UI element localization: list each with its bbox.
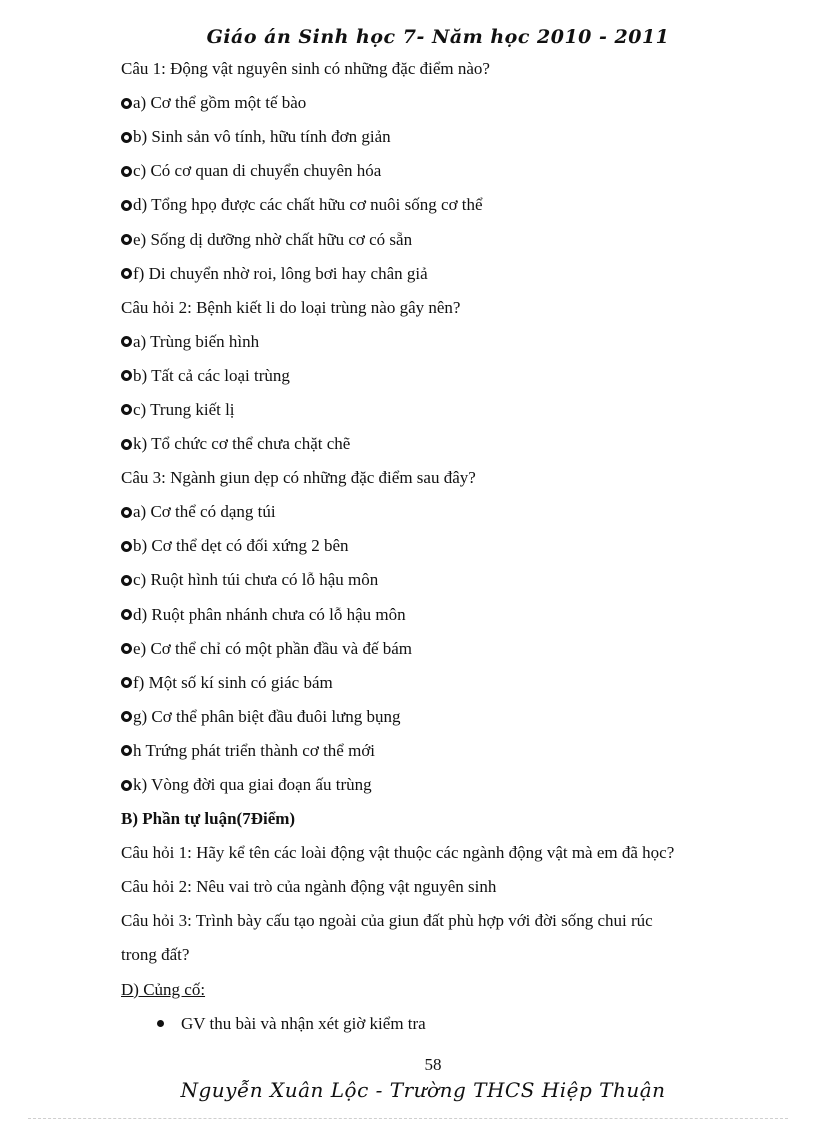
option-item[interactable] (121, 768, 761, 802)
consolidation-heading-text: D) Củng cố: (121, 979, 206, 999)
option-label: a) Cơ thể có dạng túi (133, 502, 276, 522)
option-label: h Trứng phát triển thành cơ thể mới (133, 740, 376, 760)
option-label: k) Vòng đời qua giai đoạn ấu trùng (133, 775, 372, 795)
page-footer: Nguyễn Xuân Lộc - Trường THCS Hiệp Thuận (180, 1078, 666, 1102)
bullet-item (121, 1007, 761, 1041)
option-item[interactable] (121, 188, 761, 222)
option-circle-icon (121, 711, 132, 722)
option-circle-icon (121, 336, 132, 347)
option-item[interactable] (121, 86, 761, 120)
option-item[interactable] (121, 359, 761, 393)
option-item[interactable] (121, 700, 761, 734)
option-label: g) Cơ thể phân biệt đầu đuôi lưng bụng (133, 706, 401, 726)
essay-section-heading: B) Phần tự luận(7Điểm) (121, 809, 296, 829)
option-circle-icon (121, 745, 132, 756)
option-circle-icon (121, 370, 132, 381)
consolidation-heading (121, 973, 761, 1007)
option-label: c) Có cơ quan di chuyển chuyên hóa (133, 161, 382, 181)
option-circle-icon (121, 541, 132, 552)
option-item[interactable] (121, 666, 761, 700)
option-circle-icon (121, 780, 132, 791)
option-label: e) Sống dị dưỡng nhờ chất hữu cơ có sẵn (133, 229, 413, 249)
question-1: Câu 1: Động vật nguyên sinh có những đặc điểm nào? (121, 59, 490, 79)
option-circle-icon (121, 268, 132, 279)
option-item[interactable] (121, 563, 761, 597)
option-label: c) Ruột hình túi chưa có lỗ hậu môn (133, 570, 379, 590)
option-circle-icon (121, 234, 132, 245)
option-circle-icon (121, 643, 132, 654)
essay-question-1: Câu hỏi 1: Hãy kể tên các loài động vật thuộc các ngành động vật mà em đã học? (121, 843, 675, 863)
question-2: Câu hỏi 2: Bệnh kiết li do loại trùng nào gây nên? (121, 297, 461, 317)
option-item[interactable] (121, 325, 761, 359)
option-item[interactable] (121, 529, 761, 563)
option-label: d) Ruột phân nhánh chưa có lỗ hậu môn (133, 604, 406, 624)
option-item[interactable] (121, 393, 761, 427)
document-body (121, 52, 761, 1041)
option-circle-icon (121, 132, 132, 143)
option-item[interactable] (121, 495, 761, 529)
option-label: e) Cơ thể chỉ có một phần đầu và đế bám (133, 638, 413, 658)
option-label: b) Tất cả các loại trùng (133, 365, 290, 385)
option-label: f) Di chuyển nhờ roi, lông bơi hay chân giả (133, 263, 428, 283)
option-label: b) Cơ thể dẹt có đối xứng 2 bên (133, 536, 349, 556)
option-item[interactable] (121, 257, 761, 291)
option-circle-icon (121, 200, 132, 211)
option-item[interactable] (121, 427, 761, 461)
option-circle-icon (121, 677, 132, 688)
essay-question-2: Câu hỏi 2: Nêu vai trò của ngành động vật nguyên sinh (121, 877, 497, 897)
option-label: f) Một số kí sinh có giác bám (133, 672, 333, 692)
page-header: Giáo án Sinh học 7- Năm học 2010 - 2011 (206, 26, 670, 48)
option-item[interactable] (121, 632, 761, 666)
bullet-text: GV thu bài và nhận xét giờ kiểm tra (181, 1013, 426, 1033)
option-circle-icon (121, 609, 132, 620)
option-item[interactable] (121, 598, 761, 632)
question-3: Câu 3: Ngành giun dẹp có những đặc điểm sau đây? (121, 468, 476, 488)
option-label: b) Sinh sản vô tính, hữu tính đơn giản (133, 127, 391, 147)
option-item[interactable] (121, 120, 761, 154)
option-label: c) Trung kiết lị (133, 399, 235, 419)
essay-question-3: Câu hỏi 3: Trình bày cấu tạo ngoài của giun đất phù hợp với đời sống chui rúc (121, 911, 653, 931)
option-item[interactable] (121, 222, 761, 256)
option-label: a) Trùng biến hình (133, 331, 260, 351)
footer-divider (28, 1118, 788, 1119)
option-circle-icon (121, 507, 132, 518)
essay-question-3-continuation: trong đất? (121, 945, 190, 965)
bullet-dot-icon (157, 1020, 164, 1027)
option-label: k) Tổ chức cơ thể chưa chặt chẽ (133, 434, 351, 454)
option-label: a) Cơ thể gồm một tế bào (133, 93, 307, 113)
option-circle-icon (121, 166, 132, 177)
page-number: 58 (424, 1055, 442, 1074)
option-circle-icon (121, 98, 132, 109)
option-label: d) Tổng hpọ được các chất hữu cơ nuôi sống cơ thể (133, 195, 483, 215)
option-item[interactable] (121, 734, 761, 768)
option-item[interactable] (121, 154, 761, 188)
option-circle-icon (121, 575, 132, 586)
option-circle-icon (121, 439, 132, 450)
option-circle-icon (121, 404, 132, 415)
